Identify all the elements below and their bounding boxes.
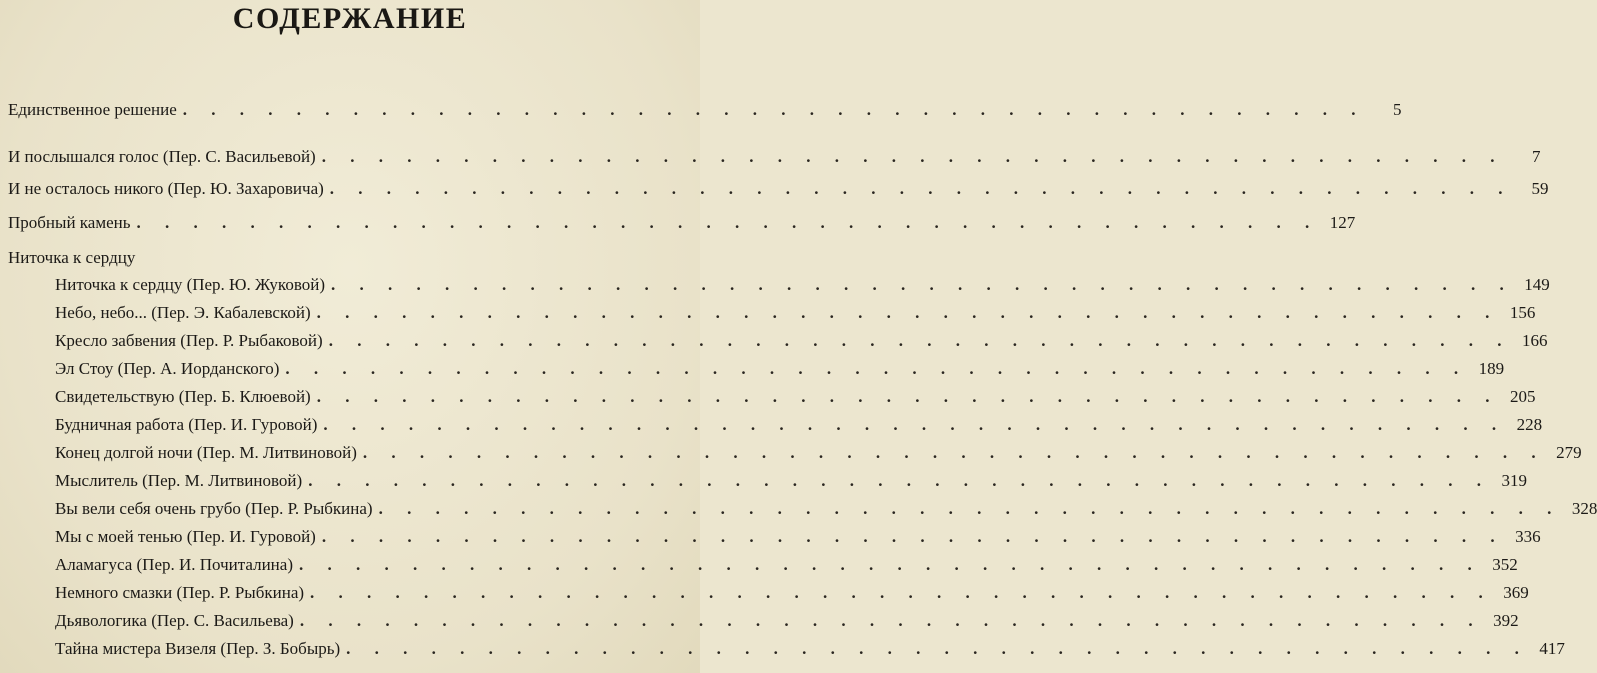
toc-leader-dots: . . . . . . . . . . . . . . . . . . . . . . . . . . . . . . . . . . . . . . . . . . <box>310 583 1493 602</box>
toc-subentry <box>55 608 1519 634</box>
toc-entry-page: 7 <box>1531 147 1541 166</box>
toc-entry-page: 59 <box>1531 179 1549 198</box>
toc-entry-page: 205 <box>1509 387 1536 406</box>
toc-leader-dots: . . . . . . . . . . . . . . . . . . . . . . . . . . . . . . . . . . . . . . . . . . <box>182 100 1366 119</box>
toc-leader-dots: . . . . . . . . . . . . . . . . . . . . . . . . . . . . . . . . . . . . . . . . . . <box>136 213 1320 232</box>
toc-leader-dots: . . . . . . . . . . . . . . . . . . . . . . . . . . . . . . . . . . . . . . . . . . <box>308 471 1491 490</box>
toc-entry-page: 392 <box>1493 611 1519 630</box>
toc-entry-page: 149 <box>1524 275 1550 294</box>
toc-subentry <box>55 468 1527 494</box>
toc-subentry <box>55 636 1565 662</box>
toc-subentry <box>55 440 1582 466</box>
toc-entry-title: Аламагуса (Пер. И. Почиталина) <box>55 555 293 574</box>
toc-leader-dots: . . . . . . . . . . . . . . . . . . . . . . . . . . . . . . . . . . . . . . . . . . <box>362 443 1546 462</box>
toc-entry-page: 156 <box>1509 303 1536 322</box>
toc-entry <box>8 144 1541 170</box>
toc-entry <box>8 210 1356 236</box>
toc-subentry <box>55 524 1541 550</box>
toc-leader-dots: . . . . . . . . . . . . . . . . . . . . . . . . . . . . . . . . . . . . . . . . . . <box>346 639 1529 658</box>
toc-entry-page: 352 <box>1492 555 1518 574</box>
toc-subentry <box>55 552 1518 578</box>
toc-leader-dots: . . . . . . . . . . . . . . . . . . . . . . . . . . . . . . . . . . . . . . . . . . <box>378 499 1562 518</box>
toc-entry-title: Будничная работа (Пер. И. Гуровой) <box>55 415 318 434</box>
toc-entry-title: Небо, небо... (Пер. Э. Кабалевской) <box>55 303 311 322</box>
toc-entry-title: Вы вели себя очень грубо (Пер. Р. Рыбкина) <box>55 499 373 518</box>
toc-leader-dots: . . . . . . . . . . . . . . . . . . . . . . . . . . . . . . . . . . . . . . . . . . <box>316 303 1500 322</box>
toc-leader-dots: . . . . . . . . . . . . . . . . . . . . . . . . . . . . . . . . . . . . . . . . . . <box>329 179 1513 198</box>
toc-leader-dots: . . . . . . . . . . . . . . . . . . . . . . . . . . . . . . . . . . . . . . . . . . <box>316 387 1500 406</box>
toc-leader-dots: . . . . . . . . . . . . . . . . . . . . . . . . . . . . . . . . . . . . . . . . . . <box>328 331 1512 350</box>
toc-leader-dots: . . . . . . . . . . . . . . . . . . . . . . . . . . . . . . . . . . . . . . . . . . <box>321 147 1505 166</box>
toc-entry-title: Пробный камень <box>8 213 131 232</box>
toc-entry-title: Тайна мистера Визеля (Пер. З. Бобырь) <box>55 639 341 658</box>
toc-entry-title: Мыслитель (Пер. М. Литвиновой) <box>55 471 303 490</box>
toc-leader-dots: . . . . . . . . . . . . . . . . . . . . . . . . . . . . . . . . . . . . . . . . . . <box>321 527 1505 546</box>
toc-entry-page: 127 <box>1329 213 1356 232</box>
toc-entry-page: 336 <box>1515 527 1541 546</box>
toc-subentry <box>55 580 1529 606</box>
toc-leader-dots: . . . . . . . . . . . . . . . . . . . . . . . . . . . . . . . . . . . . . . . . . . <box>331 275 1514 294</box>
toc-subentry <box>55 412 1543 438</box>
toc-leader-dots: . . . . . . . . . . . . . . . . . . . . . . . . . . . . . . . . . . . . . . . . . . <box>323 415 1507 434</box>
toc-entry-page: 228 <box>1516 415 1543 434</box>
toc-subentry <box>55 384 1536 410</box>
toc-entry-title: Эл Стоу (Пер. А. Иорданского) <box>55 359 280 378</box>
toc-entry <box>8 176 1549 202</box>
toc-leader-dots: . . . . . . . . . . . . . . . . . . . . . . . . . . . . . . . . . . . . . . . . . . <box>299 611 1483 630</box>
toc-subentry <box>55 272 1550 298</box>
toc-subentry <box>55 300 1536 326</box>
toc-leader-dots: . . . . . . . . . . . . . . . . . . . . . . . . . . . . . . . . . . . . . . . . . . <box>298 555 1482 574</box>
toc-entry-title: Свидетельствую (Пер. Б. Клюевой) <box>55 387 311 406</box>
toc-entry-title: Кресло забвения (Пер. Р. Рыбаковой) <box>55 331 323 350</box>
toc-entry-page: 5 <box>1393 100 1402 119</box>
toc-entry-title: Немного смазки (Пер. Р. Рыбкина) <box>55 583 305 602</box>
toc-leader-dots: . . . . . . . . . . . . . . . . . . . . . . . . . . . . . . . . . . . . . . . . . . <box>285 359 1469 378</box>
toc-subentry <box>55 356 1505 382</box>
toc-entry-page: 369 <box>1503 583 1529 602</box>
toc-subentry <box>55 496 1597 522</box>
toc-entry-title: Ниточка к сердцу (Пер. Ю. Жуковой) <box>55 275 325 294</box>
toc-entry-page: 166 <box>1521 331 1548 350</box>
toc-entry-page: 189 <box>1478 359 1505 378</box>
toc-entry-page: 328 <box>1571 499 1597 518</box>
toc-section-heading: Ниточка к сердцу <box>8 248 136 267</box>
toc-entry <box>8 97 1402 123</box>
toc-entry-title: Конец долгой ночи (Пер. М. Литвиновой) <box>55 443 357 462</box>
toc-entry-title: И не осталось никого (Пер. Ю. Захаровича) <box>8 179 324 198</box>
toc-entry-title: Единственное решение <box>8 100 177 119</box>
toc-entry-title: Мы с моей тенью (Пер. И. Гуровой) <box>55 527 316 546</box>
page-title: СОДЕРЖАНИЕ <box>232 2 468 35</box>
toc-entry-page: 319 <box>1501 471 1527 490</box>
toc-subentry <box>55 328 1548 354</box>
toc-entry-page: 279 <box>1556 443 1582 462</box>
toc-entry-title: И послышался голос (Пер. С. Васильевой) <box>8 147 316 166</box>
toc-entry-title: Дьявологика (Пер. С. Васильева) <box>55 611 294 630</box>
toc-entry-page: 417 <box>1539 639 1565 658</box>
